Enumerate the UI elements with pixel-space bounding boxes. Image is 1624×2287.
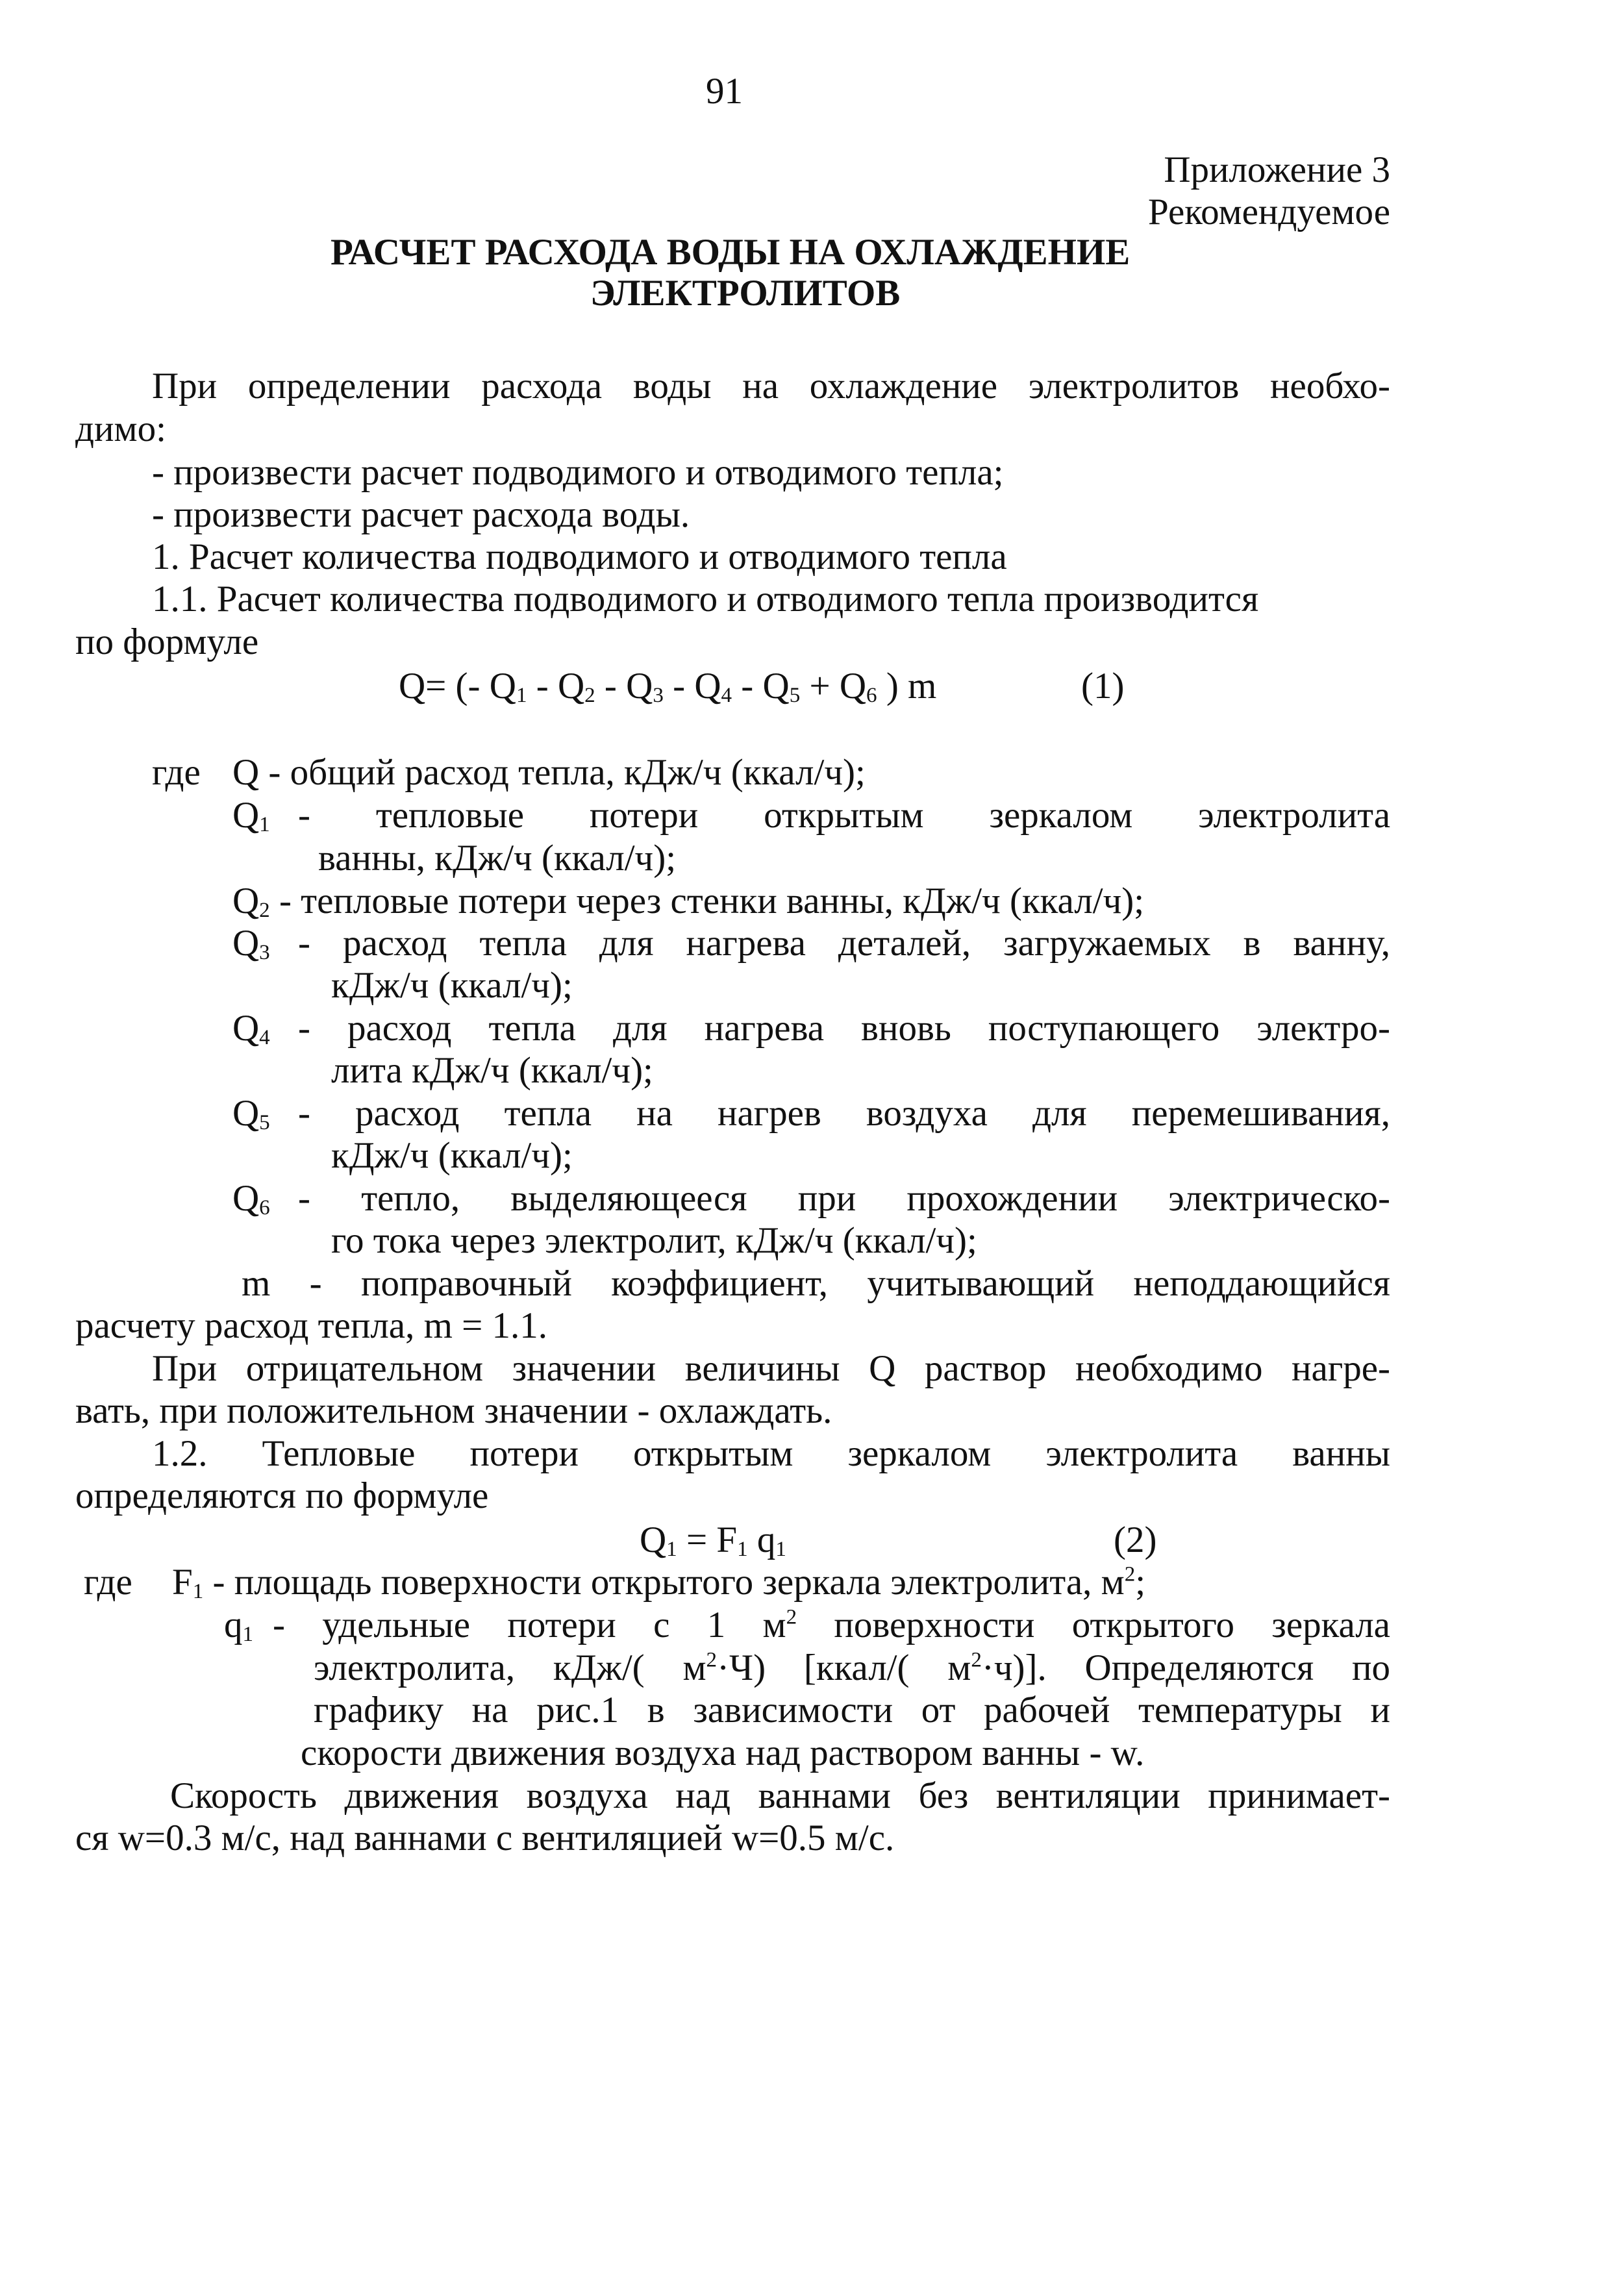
final-line2: ся w=0.3 м/с, над ваннами с вентиляцией w=0.5 м/с. [75,1818,895,1858]
def-q2: $Q_2$ - тепловые потери через стенки ванны, кДж/ч (ккал/ч); [232,881,1145,922]
intro-line2: димо: [75,408,166,449]
def-q6-symbol: $Q_6$ [232,1178,270,1219]
def-q1-line1: - тепловые потери открытым зеркалом электролита [298,795,1390,836]
def-m-line2: расчету расход тепла, m = 1.1. [75,1305,548,1346]
def-q5-line2: кДж/ч (ккал/ч); [331,1135,573,1176]
section-1-1-line2: по формуле [75,621,259,662]
formula-1-tail: ) m [877,666,937,706]
def-q4-line1: - расход тепла для нагрева вновь поступающего электро- [298,1008,1390,1049]
where-label-1: где [152,752,201,793]
section-1-heading: 1. Расчет количества подводимого и отводимого тепла [152,536,1007,577]
intro-line1: При определении расхода воды на охлаждение электролитов необхо- [152,366,1390,406]
formula-1: Q= (- $Q_1 - Q_2 - Q_3 - Q_4 - Q_5 + Q_6$ ) m [399,666,937,707]
page-title-line2: ЭЛЕКТРОЛИТОВ [590,273,901,314]
def-q1-small-line2: электролита, кДж/( $м^2\cdot Ч$) [ккал/( $м^2\cdot ч$)]. Определяются по [314,1647,1390,1688]
def-q1-small-line4: скорости движения воздуха над раствором ванны - w. [301,1732,1145,1773]
def-q1-small-line1: - удельные потери с 1 $м^2$ поверхности открытого зеркала [273,1605,1390,1645]
def-f1: $F_1$ - площадь поверхности открытого зеркала электролита, $м^2$; [172,1562,1146,1603]
def-q3-line2: кДж/ч (ккал/ч); [331,965,573,1006]
formula-2: $Q_1 = F_1$ $q_1$ [640,1519,786,1561]
def-m-line1: m - поправочный коэффициент, учитывающий неподдающийся [242,1263,1390,1304]
def-q5-line1: - расход тепла на нагрев воздуха для перемешивания, [298,1093,1390,1134]
where-label-2: где [84,1562,132,1603]
section-1-2-line2: определяются по формуле [75,1475,489,1516]
page-title-line1: РАСЧЕТ РАСХОДА ВОДЫ НА ОХЛАЖДЕНИЕ [331,232,1131,273]
def-q4-symbol: $Q_4$ [232,1008,270,1049]
def-q1-small-symbol: $q_1$ [224,1605,254,1646]
intro-bullet-1: - произвести расчет подводимого и отводимого тепла; [152,452,1004,493]
intro-bullet-2: - произвести расчет расхода воды. [152,494,690,535]
def-q1-symbol: $Q_1$ [232,795,270,836]
page-number: 91 [706,71,743,112]
formula-1-lhs: Q= (- [399,666,490,706]
def-q6-line1: - тепло, выделяющееся при прохождении электрическо- [298,1178,1390,1219]
def-q4-line2: лита кДж/ч (ккал/ч); [331,1050,653,1091]
def-q3-line1: - расход тепла для нагрева деталей, загружаемых в ванну, [298,923,1390,964]
formula-2-number: (2) [1114,1519,1157,1560]
def-q6-line2: го тока через электролит, кДж/ч (ккал/ч); [331,1220,977,1261]
appendix-status: Рекомендуемое [1148,192,1390,232]
def-q1-line2: ванны, кДж/ч (ккал/ч); [318,838,677,879]
def-q5-symbol: $Q_5$ [232,1093,270,1134]
def-q1-small-line3: графику на рис.1 в зависимости от рабочей температуры и [314,1690,1390,1731]
final-line1: Скорость движения воздуха над ваннами без вентиляции принимает- [170,1775,1390,1816]
section-1-1-line1: 1.1. Расчет количества подводимого и отводимого тепла производится [152,579,1259,619]
section-1-2-line1: 1.2. Тепловые потери открытым зеркалом электролита ванны [152,1433,1390,1474]
def-q: Q - общий расход тепла, кДж/ч (ккал/ч); [232,752,866,793]
note-line2: вать, при положительном значении - охлаждать. [75,1390,832,1431]
formula-1-number: (1) [1081,666,1125,706]
note-line1: При отрицательном значении величины Q раствор необходимо нагре- [152,1348,1390,1389]
def-q3-symbol: $Q_3$ [232,923,270,964]
appendix-label: Приложение 3 [1164,149,1390,190]
